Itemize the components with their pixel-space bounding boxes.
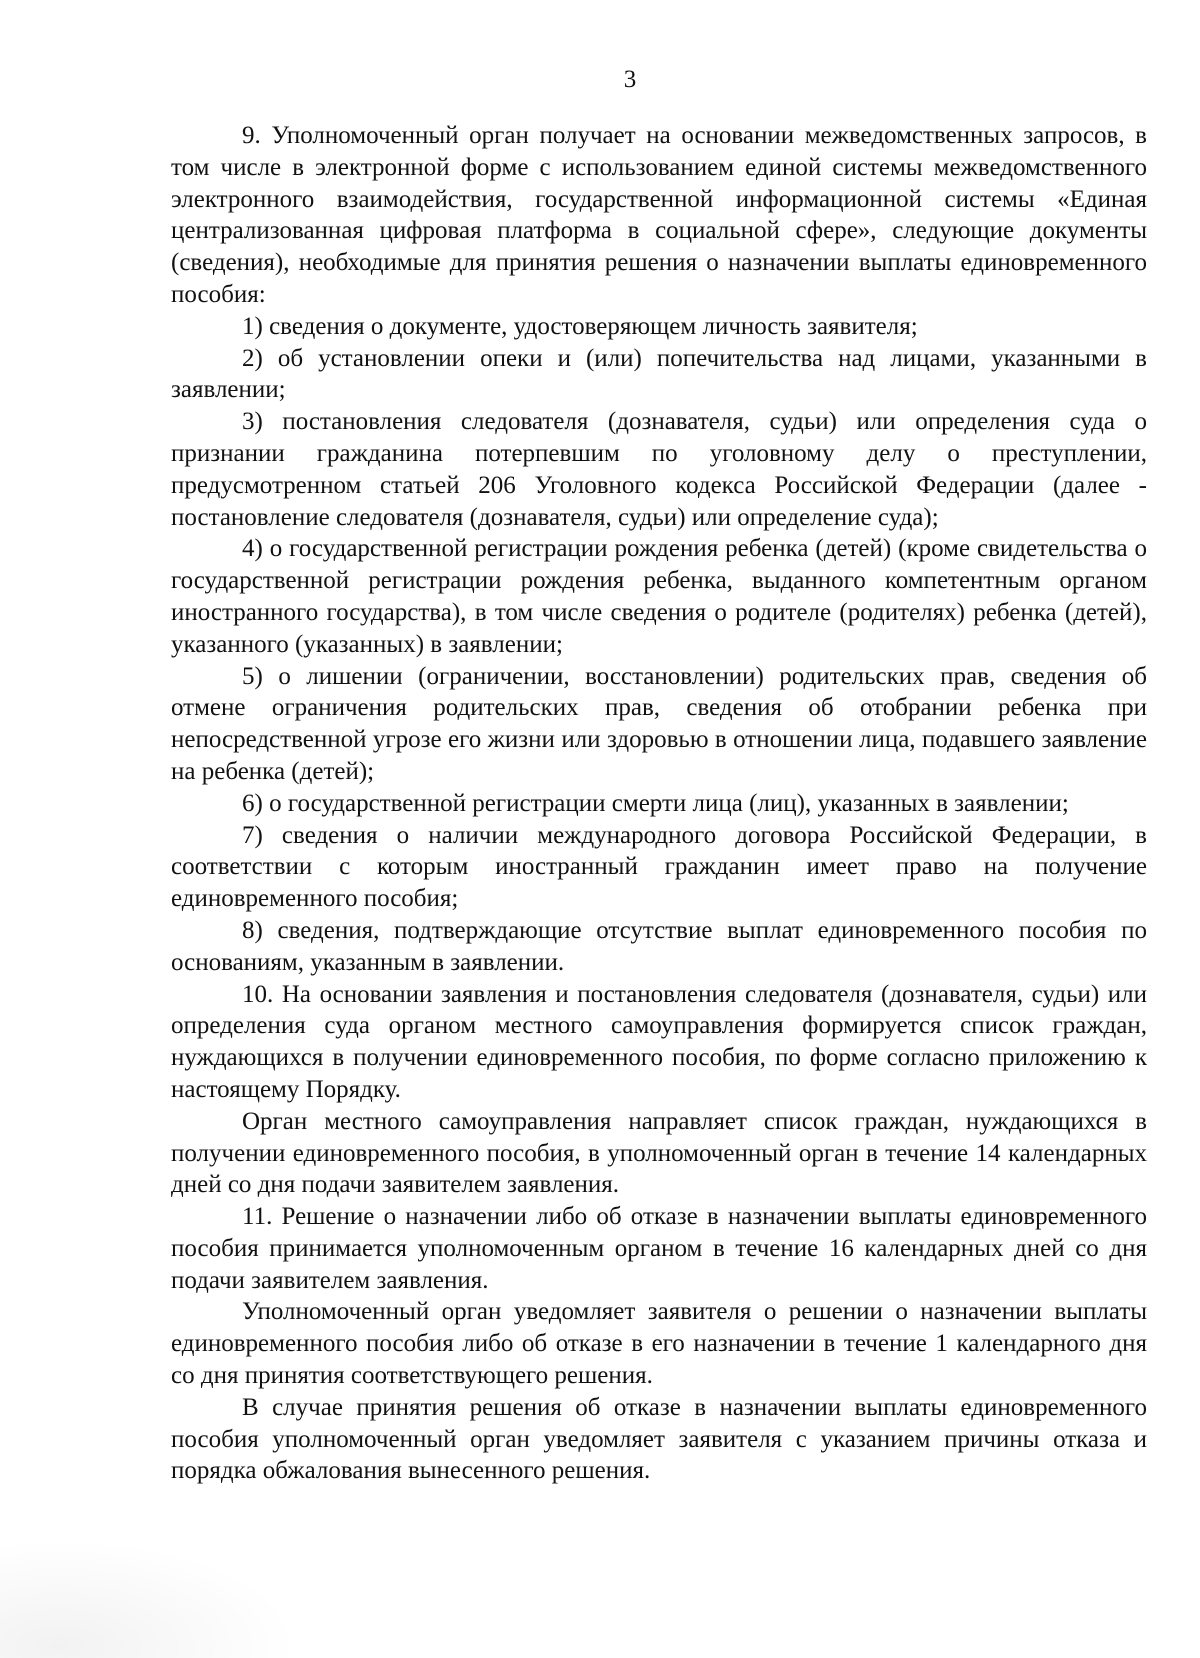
paragraph-subitem-3: 3) постановления следователя (дознавателя, судьи) или определения суда о признании гражданина потерпевшим по уголовному делу о преступлении, предусмотренном статьей 206 Уголовного кодекса Российской Федерации (далее - постановление следователя (дознавателя, судьи) или определение суда);	[171, 408, 1147, 531]
paragraph-subitem-8: 8) сведения, подтверждающие отсутствие выплат единовременного пособия по основаниям, указанным в заявлении.	[171, 916, 1147, 976]
paragraph-item-11-notification: Уполномоченный орган уведомляет заявителя о решении о назначении выплаты единовременного пособия либо об отказе в его назначении в течение 1 календарного дня со дня принятия соответствующего решения.	[171, 1298, 1147, 1390]
paragraph-subitem-2: 2) об установлении опеки и (или) попечительства над лицами, указанными в заявлении;	[171, 344, 1147, 404]
paragraph-item-10-continued: Орган местного самоуправления направляет список граждан, нуждающихся в получении единовременного пособия, в уполномоченный орган в течение 14 календарных дней со дня подачи заявителем заявления.	[171, 1107, 1147, 1199]
scan-artifact	[0, 1538, 300, 1658]
page-number: 3	[623, 66, 637, 93]
paragraph-item-11-refusal: В случае принятия решения об отказе в назначении выплаты единовременного пособия уполномоченный орган уведомляет заявителя с указанием причины отказа и порядка обжалования вынесенного решения.	[171, 1393, 1147, 1485]
paragraph-item-10: 10. На основании заявления и постановления следователя (дознавателя, судьи) или определения суда органом местного самоуправления формируется список граждан, нуждающихся в получении единовременного пособия, по форме согласно приложению к настоящему Порядку.	[171, 980, 1147, 1103]
paragraph-item-11: 11. Решение о назначении либо об отказе в назначении выплаты единовременного пособия принимается уполномоченным органом в течение 16 календарных дней со дня подачи заявителем заявления.	[171, 1203, 1147, 1294]
paragraph-subitem-6: 6) о государственной регистрации смерти лица (лиц), указанных в заявлении;	[242, 789, 1069, 817]
paragraph-subitem-5: 5) о лишении (ограничении, восстановлении) родительских прав, сведения об отмене ограничения родительских прав, сведения об отобрании ребенка при непосредственной угрозе его жизни или здоровью в отношении лица, подавшего заявление на ребенка (детей);	[171, 662, 1147, 785]
paragraph-subitem-4: 4) о государственной регистрации рождения ребенка (детей) (кроме свидетельства о государственной регистрации рождения ребенка, выданного компетентным органом иностранного государства), в том числе сведения о родителе (родителях) ребенка (детей), указанного (указанных) в заявлении;	[171, 535, 1147, 658]
paragraph-subitem-1: 1) сведения о документе, удостоверяющем личность заявителя;	[242, 312, 918, 340]
paragraph-item-9: 9. Уполномоченный орган получает на основании межведомственных запросов, в том числе в электронной форме с использованием единой системы межведомственного электронного взаимодействия, государственной информационной системы «Единая централизованная цифровая платформа в социальной сфере», следующие документы (сведения), необходимые для принятия решения о назначении выплаты единовременного пособия:	[171, 122, 1147, 308]
document-body	[171, 120, 1147, 1487]
paragraph-subitem-7: 7) сведения о наличии международного договора Российской Федерации, в соответствии с которым иностранный гражданин имеет право на получение единовременного пособия;	[171, 821, 1147, 913]
